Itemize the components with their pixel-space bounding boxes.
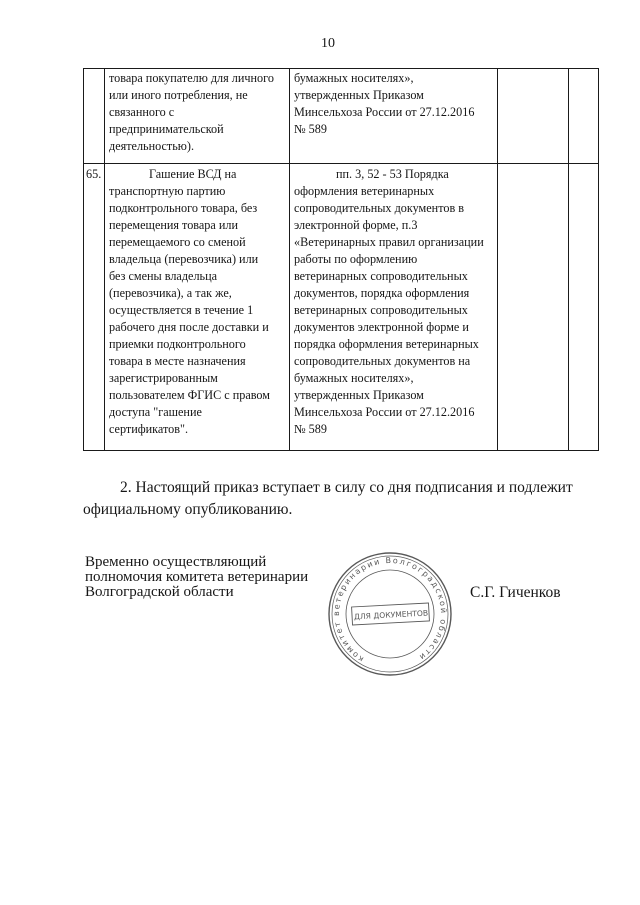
description-line: осуществляется в течение 1 [109,303,254,317]
empty-cell [498,164,569,451]
description-line: сертификатов". [109,422,189,436]
empty-cell [569,164,599,451]
reference-line: ветеринарных сопроводительных [294,269,468,283]
reference-line: ветеринарных сопроводительных [294,303,468,317]
description-line: деятельностью). [109,139,195,153]
position-line: Волгоградской области [85,584,234,600]
reference-line: № 589 [294,422,327,436]
requirements-table [83,68,599,451]
table-row [84,69,599,164]
position-line: Временно осуществляющий [85,554,267,570]
reference-line: Минсельхоза России от 27.12.2016 [294,405,475,419]
description-line: перемещаемого со сменой [109,235,246,249]
reference-line: сопроводительных документов на [294,354,471,368]
row-number-cell [84,69,105,164]
description-line: рабочего дня после доставки и [109,320,269,334]
description-cell [105,164,290,451]
empty-cell [569,69,599,164]
reference-line: бумажных носителях», [294,371,414,385]
table-row [84,164,599,451]
order-paragraph [83,477,603,521]
description-line: приемки подконтрольного [109,337,246,351]
description-line: связанного с [109,105,175,119]
reference-line: документов, порядка оформления [294,286,470,300]
description-line: предпринимательской [109,122,224,136]
description-line: товара в месте назначения [109,354,246,368]
reference-line: сопроводительных документов в [294,201,465,215]
description-line: товара покупателю для личного [109,71,274,85]
description-line: подконтрольного товара, без [109,201,258,215]
paragraph-line: 2. Настоящий приказ вступает в силу со дня подписания и подлежит [120,479,573,496]
reference-line: № 589 [294,122,327,136]
description-line: или иного потребления, не [109,88,248,102]
description-line: транспортную партию [109,184,226,198]
reference-line: утвержденных Приказом [294,88,424,102]
description-line: без смены владельца [109,269,218,283]
reference-line: документов электронной форме и [294,320,469,334]
reference-line: Минсельхоза России от 27.12.2016 [294,105,475,119]
empty-cell [498,69,569,164]
reference-line: «Ветеринарных правил организации [294,235,484,249]
description-line: владельца (перевозчика) или [109,252,259,266]
reference-cell [290,69,498,164]
page-number: 10 [321,36,335,51]
stamp-rim-text: комитет ветеринарии Волгоградской области [331,555,449,664]
reference-cell [290,164,498,451]
description-line: пользователем ФГИС с правом [109,388,270,402]
reference-line: оформления ветеринарных [294,184,435,198]
description-line: доступа "гашение [109,405,202,419]
reference-line: работы по оформлению [294,252,418,266]
stamp-center-text: ДЛЯ ДОКУМЕНТОВ [353,608,429,622]
reference-line: бумажных носителях», [294,71,414,85]
paragraph-line: официальному опубликованию. [83,501,293,518]
description-line: Гашение ВСД на [149,167,237,181]
signatory-name: С.Г. Гиченков [470,584,561,601]
reference-line: утвержденных Приказом [294,388,424,402]
description-line: (перевозчика), а так же, [109,286,232,300]
description-line: зарегистрированным [109,371,218,385]
signatory-position [85,555,325,600]
reference-line: пп. 3, 52 - 53 Порядка [336,167,449,181]
description-cell [105,69,290,164]
row-number-cell: 65. [84,164,105,451]
reference-line: порядка оформления ветеринарных [294,337,479,351]
reference-line: электронной форме, п.3 [294,218,418,232]
position-line: полномочия комитета ветеринарии [85,569,309,585]
official-stamp [327,551,453,677]
description-line: перемещения товара или [109,218,238,232]
